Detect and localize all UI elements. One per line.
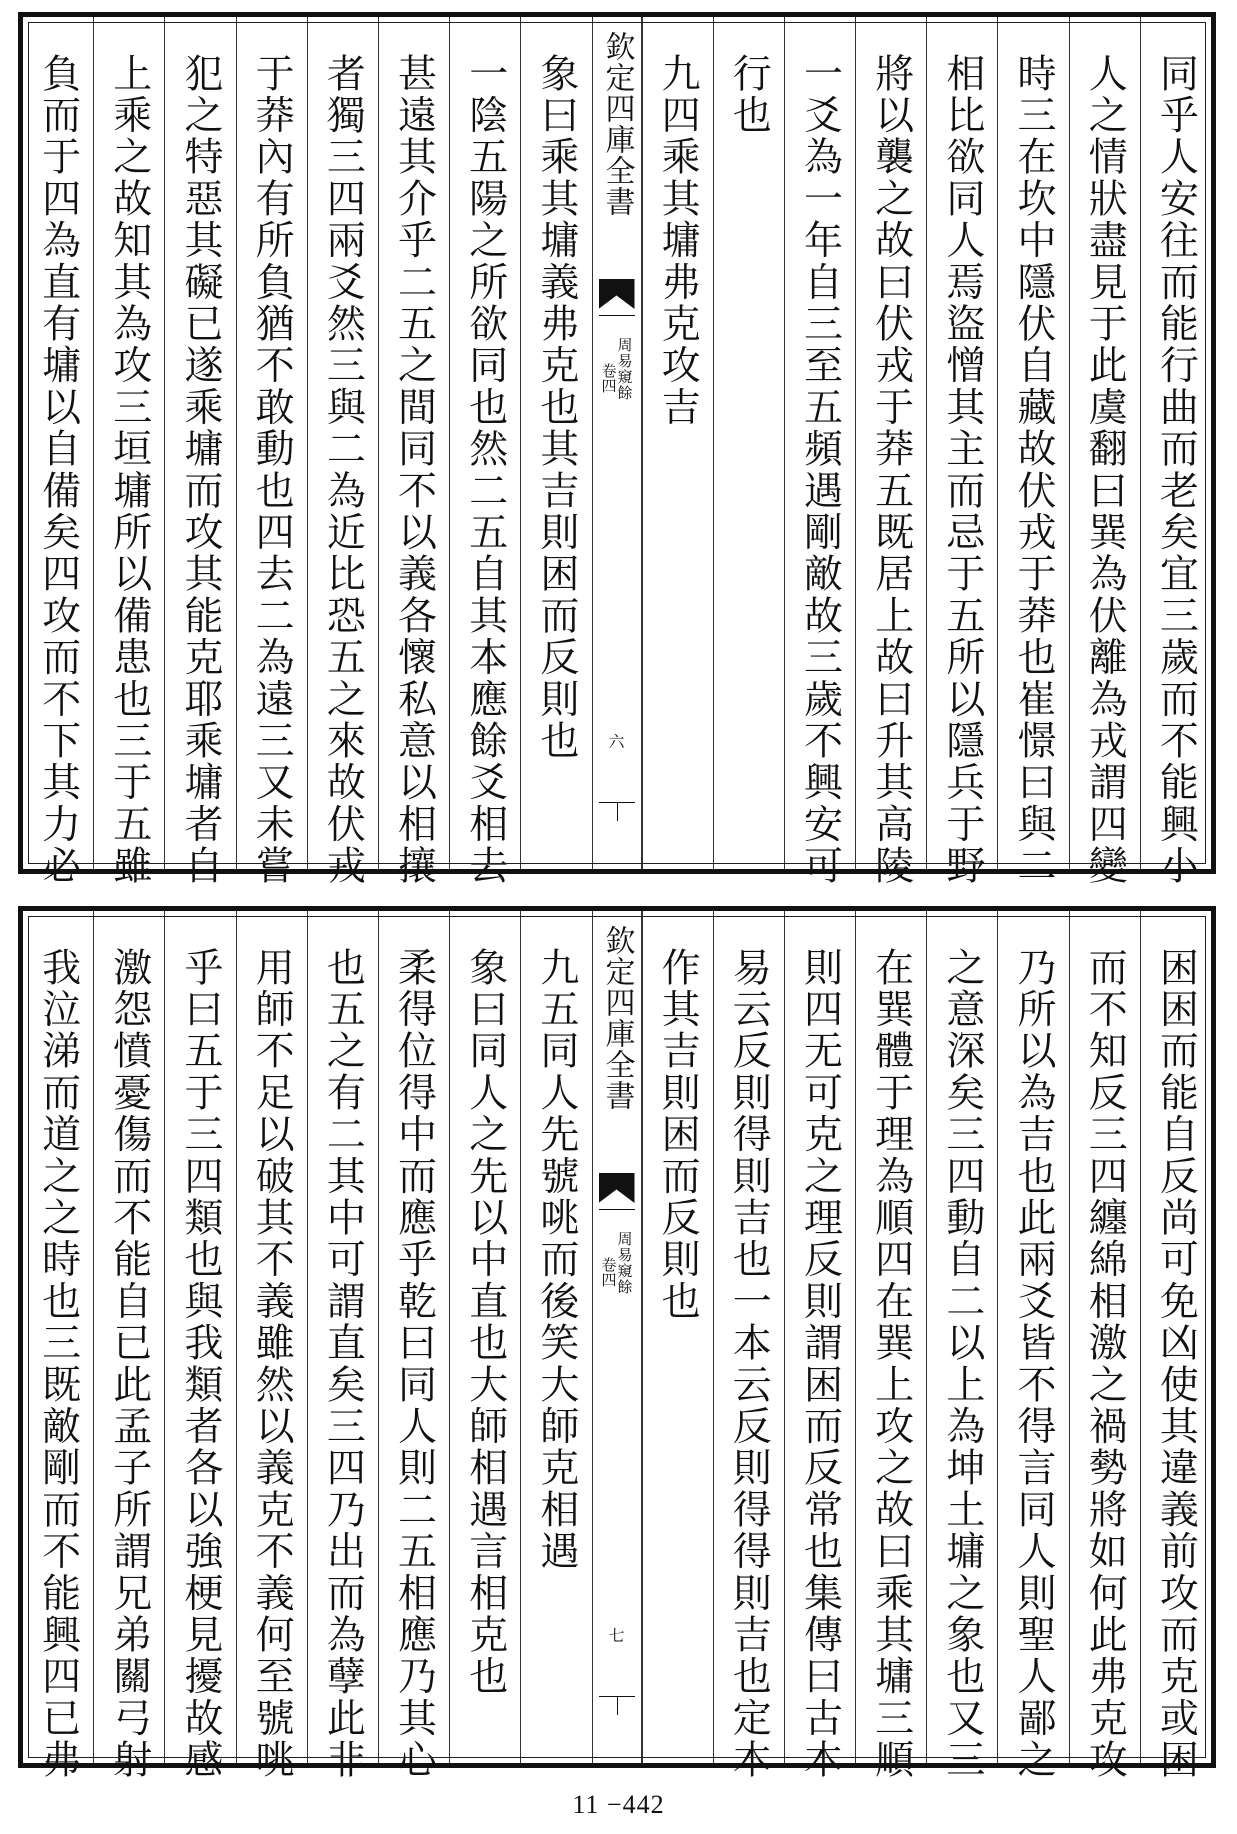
volume-label: 卷四: [599, 363, 618, 393]
text-column: [449, 911, 520, 1763]
text-column: [520, 17, 591, 869]
text-column: [926, 17, 997, 887]
text-column: [713, 911, 784, 1781]
column-text: 負而于四為直有墉以自備矣四攻而不下其力必: [35, 53, 81, 887]
text-column: [713, 17, 784, 869]
text-column: [1069, 911, 1140, 1781]
column-text: 犯之特惡其礙已遂乘墉而攻其能克耶乘墉者自: [177, 53, 223, 887]
column-text: 行也: [726, 53, 772, 137]
text-column: [23, 17, 93, 887]
text-column: [1140, 17, 1211, 887]
book-title: 周易窺餘: [615, 337, 634, 401]
column-text: 一爻為一年自三至五頻遇剛敵故三歲不興安可: [797, 53, 843, 887]
bottom-fish-tail: [599, 802, 635, 829]
text-column: [93, 911, 164, 1781]
column-text: 將以襲之故曰伏戎于莽五既居上故曰升其高陵: [868, 53, 914, 887]
book-title: 周易窺餘: [615, 1231, 634, 1295]
text-column: [926, 911, 997, 1781]
column-text: 九五同人先號咷而後笑大師克相遇: [533, 947, 579, 1573]
fish-tail-line: [599, 315, 635, 330]
column-text: 九四乘其墉弗克攻吉: [655, 53, 701, 429]
column-text: 則四无可克之理反則謂困而反常也集傳曰古本: [797, 947, 843, 1781]
column-text: 我泣涕而道之之時也三既敵剛而不能興四已弗: [35, 947, 81, 1781]
column-text: 象曰乘其墉義弗克也其吉則困而反則也: [533, 53, 579, 762]
text-column: [642, 911, 713, 1763]
column-text: 也五之有二其中可謂直矣三四乃出而為孽此非: [320, 947, 366, 1781]
column-text: 在巽體于理為順四在巽上攻之故曰乘其墉三順: [868, 947, 914, 1781]
column-text: 困困而能自反尚可免凶使其違義前攻而克或困: [1153, 947, 1199, 1781]
text-column: [378, 17, 449, 887]
bottom-page: [18, 906, 1216, 1781]
text-column: [307, 17, 378, 887]
text-column: [236, 17, 307, 887]
column-text: 乎曰五于三四類也與我類者各以強梗見擾故感: [177, 947, 223, 1781]
top-page: [18, 12, 1216, 887]
text-column: [997, 17, 1068, 887]
column-text: 者獨三四兩爻然三與二為近比恐五之來故伏戎: [320, 53, 366, 887]
text-column: [997, 911, 1068, 1781]
text-column: [784, 17, 855, 887]
bottom-fish-tail: [599, 1696, 635, 1723]
text-column: [642, 17, 713, 869]
text-column: [784, 911, 855, 1781]
text-column: [23, 911, 93, 1781]
column-text: 乃所以為吉也此兩爻皆不得言同人則聖人鄙之: [1011, 947, 1057, 1781]
text-column: [236, 911, 307, 1781]
library-title: 欽定四庫全書: [599, 925, 635, 1111]
column-text: 甚遠其介乎二五之間同不以義各懷私意以相攘: [391, 53, 437, 887]
column-text: 相比欲同人焉盜憎其主而忌于五所以隱兵于野: [939, 53, 985, 887]
page-number: 七: [608, 1626, 625, 1645]
column-text: 易云反則得則吉也一本云反則得得則吉也定本: [726, 947, 772, 1781]
column-text: 人之情狀盡見于此虞翻曰巽為伏離為戎謂四變: [1082, 53, 1128, 887]
column-text: 之意深矣三四動自二以上為坤土墉之象也又三: [939, 947, 985, 1781]
text-column: [307, 911, 378, 1781]
fish-tail-mark: [599, 279, 635, 309]
column-text: 于莽內有所負猶不敢動也四去二為遠三又未嘗: [249, 53, 295, 887]
center-margin: [592, 911, 642, 1763]
fish-tail-mark: [599, 1173, 635, 1203]
library-title: 欽定四庫全書: [599, 31, 635, 217]
column-text: 用師不足以破其不義雖然以義克不義何至號咷: [249, 947, 295, 1781]
text-column: [93, 17, 164, 887]
text-column: [1069, 17, 1140, 887]
text-column: [378, 911, 449, 1781]
text-column: [1140, 911, 1211, 1781]
column-text: 柔得位得中而應乎乾曰同人則二五相應乃其心: [391, 947, 437, 1781]
fish-tail-line: [599, 1209, 635, 1224]
column-text: 作其吉則困而反則也: [655, 947, 701, 1323]
text-column: [855, 911, 926, 1781]
footer-page-label: 11 −442: [572, 1790, 665, 1819]
column-text: 上乘之故知其為攻三垣墉所以備患也三于五雖: [106, 53, 152, 887]
column-text: 激怨憤憂傷而不能自已此孟子所謂兄弟關弓射: [106, 947, 152, 1781]
text-column: [520, 911, 591, 1763]
page-number: 六: [608, 732, 625, 751]
text-column: [164, 911, 235, 1781]
text-column: [164, 17, 235, 887]
text-column: [449, 17, 520, 887]
text-column: [855, 17, 926, 887]
center-margin: [592, 17, 642, 869]
volume-label: 卷四: [599, 1257, 618, 1287]
column-text: 同乎人安往而能行曲而老矣宜三歲而不能興小: [1153, 53, 1199, 887]
column-text: 時三在坎中隱伏自藏故伏戎于莽也崔憬曰與二: [1011, 53, 1057, 887]
column-text: 而不知反三四纏綿相激之禍勢將如何此弗克攻: [1082, 947, 1128, 1781]
column-text: 一陰五陽之所欲同也然二五自其本應餘爻相去: [462, 53, 508, 887]
column-text: 象曰同人之先以中直也大師相遇言相克也: [462, 947, 508, 1698]
